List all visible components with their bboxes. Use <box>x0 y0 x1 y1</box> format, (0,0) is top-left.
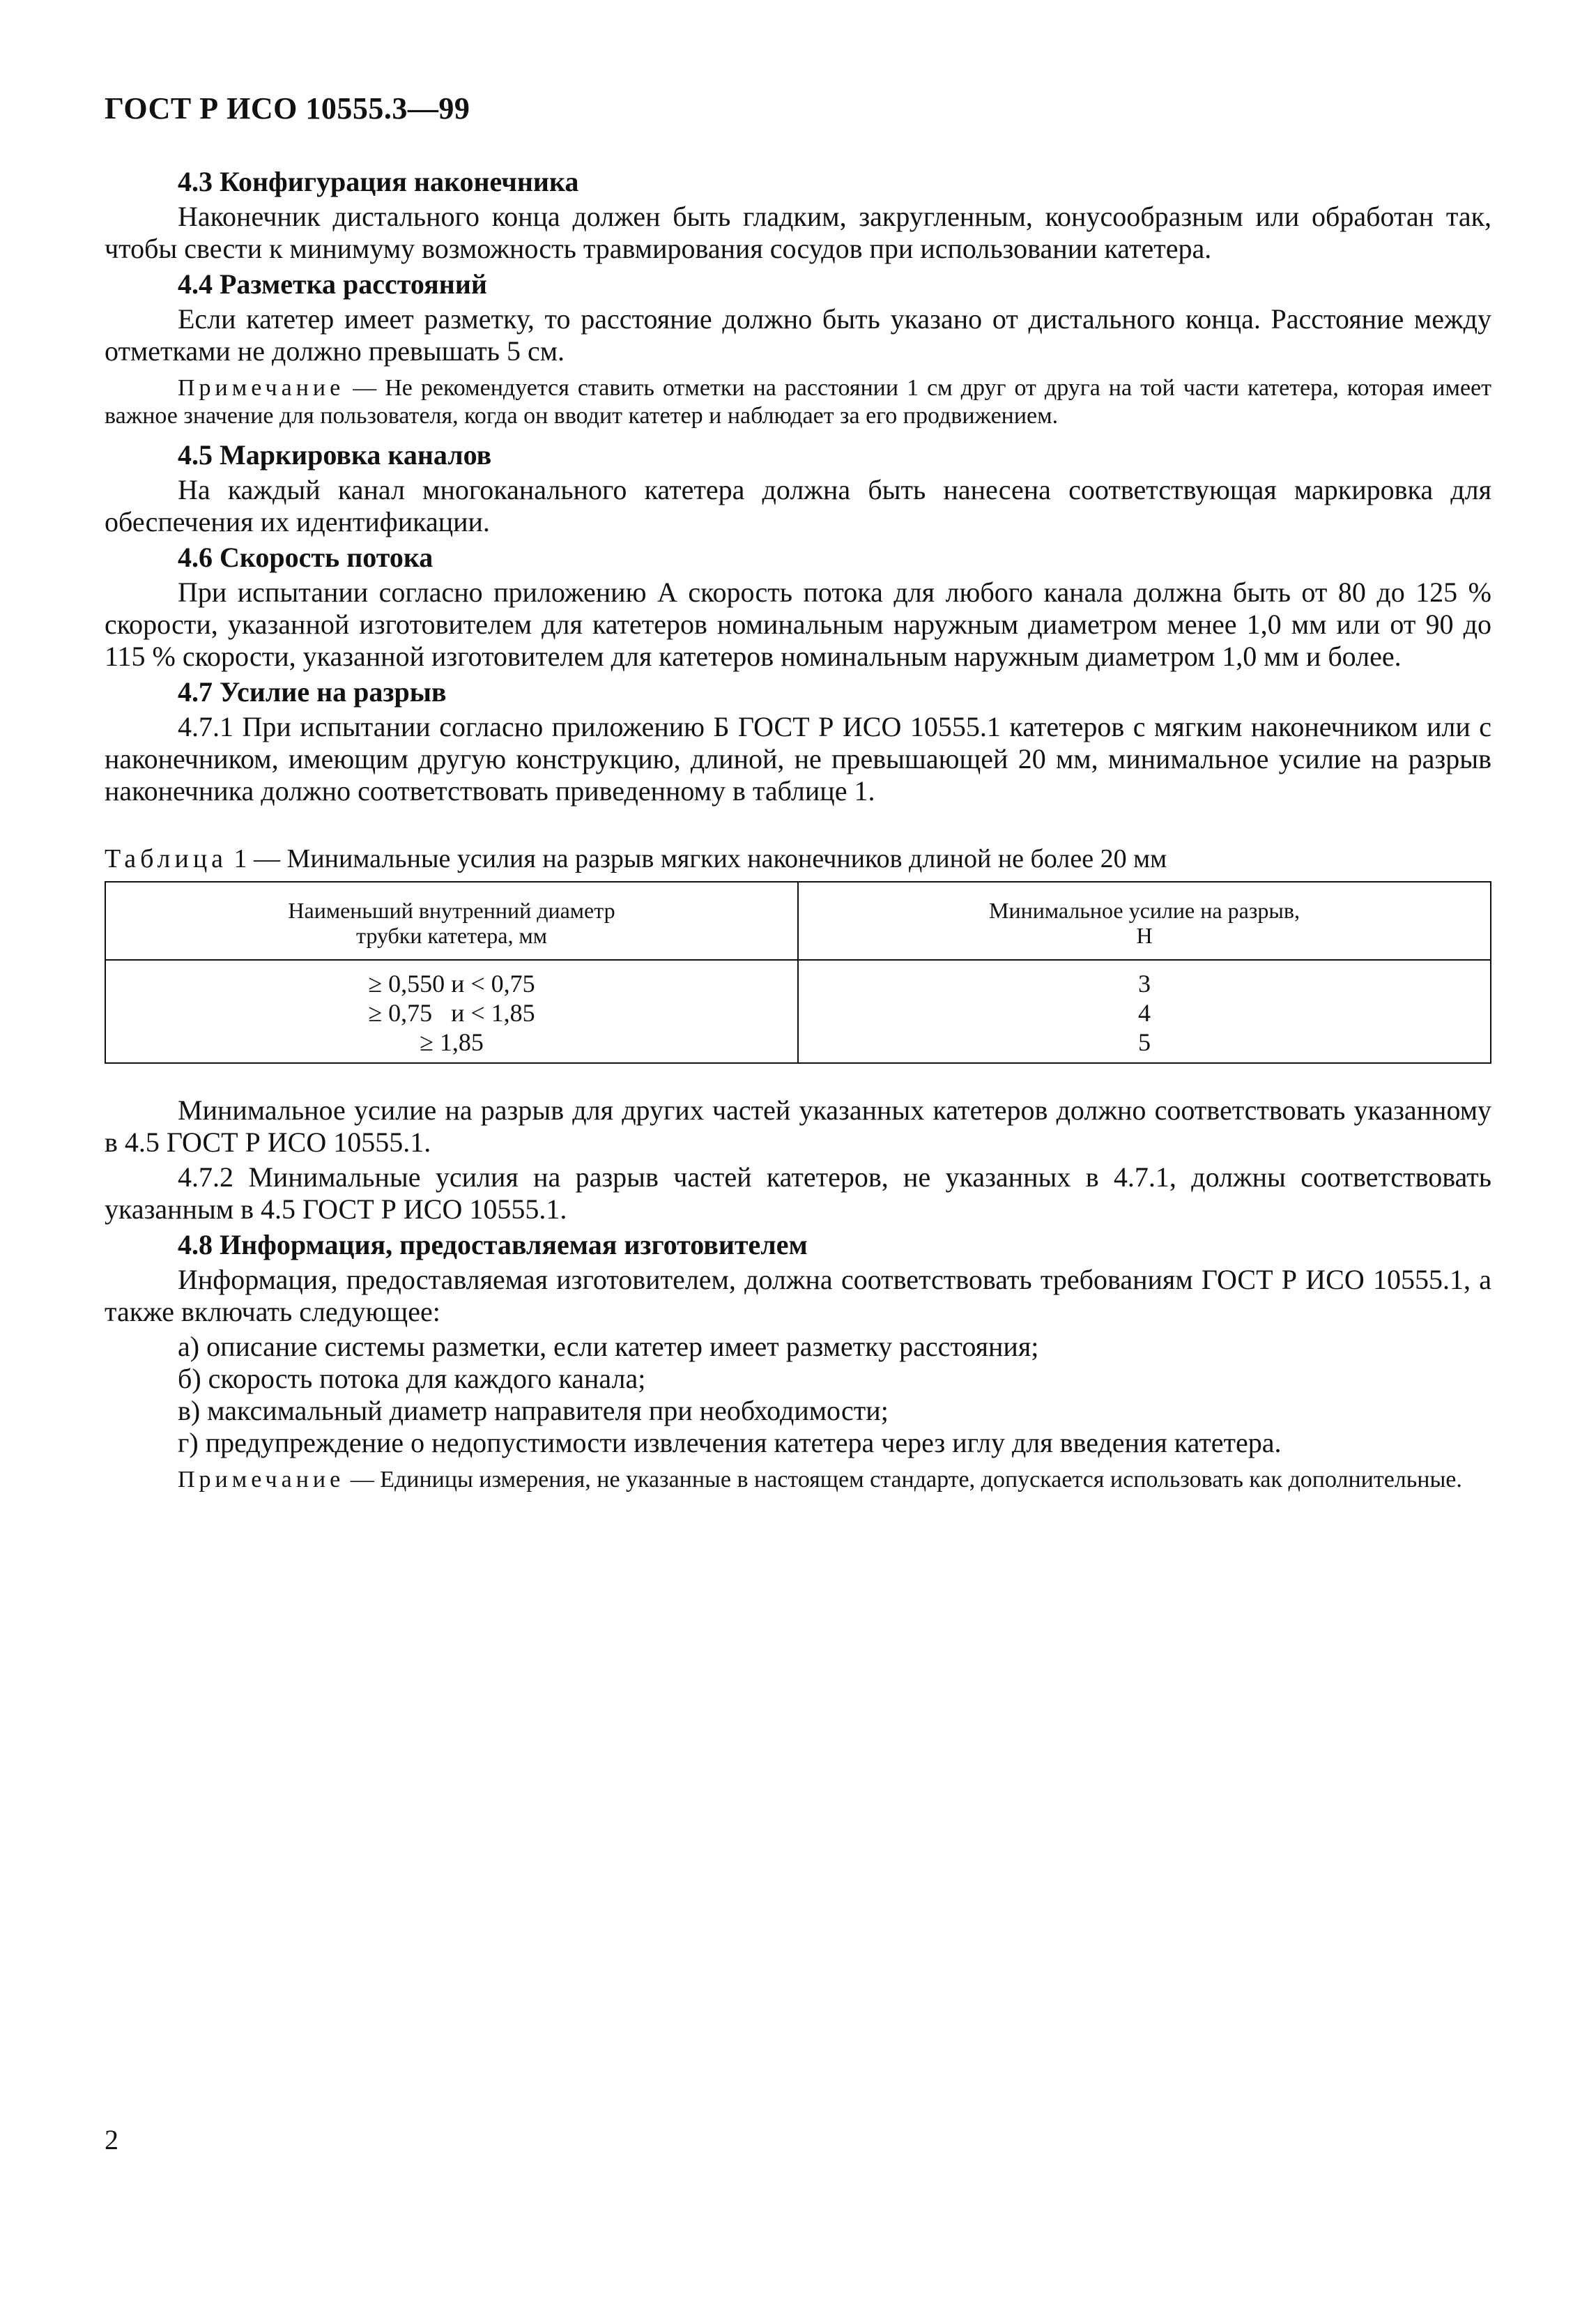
table-caption-text: 1 — Минимальные усилия на разрыв мягких наконечников длиной не более 20 мм <box>227 844 1167 873</box>
note-text: — Не рекомендуется ставить отметки на расстоянии 1 см друг от друга на той части катетера, которая имеет важное значение для пользователя, когда он вводит катетер и наблюдает за его продвижением. <box>105 375 1491 429</box>
table-cell-force: 4 <box>798 998 1491 1028</box>
section-4-5-title: 4.5 Маркировка каналов <box>178 439 492 471</box>
section-4-8-title: 4.8 Информация, предоставляемая изготовителем <box>178 1229 808 1260</box>
section-4-6-text: При испытании согласно приложению А скорость потока для любого канала должна быть от 80 до 125 % скорости, указанной изготовителем для катетеров номинальным наружным диаметром менее 1,0 мм или от 90 до 115 % скорости, указанной изготовителем для катетеров номинальным наружным диаметром 1,0 мм и более. <box>105 576 1491 672</box>
list-item: а) описание системы разметки, если катетер имеет разметку расстояния; <box>178 1331 1039 1362</box>
header-line: трубки катетера, мм <box>356 923 547 948</box>
header-line: Н <box>1136 923 1153 948</box>
table-cell-diameter: ≥ 0,550 и < 0,75 <box>105 960 798 998</box>
list-item: б) скорость потока для каждого канала; <box>178 1363 646 1394</box>
table-row <box>105 960 1491 998</box>
table-header-force <box>798 882 1491 960</box>
page-number: 2 <box>105 2124 118 2155</box>
table-caption-label: Таблица <box>105 844 228 873</box>
list-item: в) максимальный диаметр направителя при необходимости; <box>178 1395 889 1426</box>
section-4-7-2-text: 4.7.2 Минимальные усилия на разрыв частей катетеров, не указанных в 4.7.1, должны соответствовать указанным в 4.5 ГОСТ Р ИСО 10555.1. <box>105 1161 1491 1225</box>
table-cell-diameter: ≥ 1,85 <box>105 1028 798 1063</box>
table-header-row <box>105 882 1491 960</box>
section-4-7-1-text: 4.7.1 При испытании согласно приложению Б ГОСТ Р ИСО 10555.1 катетеров с мягким наконечником или с наконечником, имеющим другую конструкцию, длиной, не превышающей 20 мм, минимальное усилие на разрыв наконечника должно соответствовать приведенному в таблице 1. <box>105 711 1491 807</box>
header-line: Минимальное усилие на разрыв, <box>988 898 1300 923</box>
section-4-3-text: Наконечник дистального конца должен быть гладким, закругленным, конусообразным или обработан так, чтобы свести к минимуму возможность травмирования сосудов при использовании катетера. <box>105 201 1491 264</box>
section-4-7-1-continued: Минимальное усилие на разрыв для других частей указанных катетеров должно соответствовать указанному в 4.5 ГОСТ Р ИСО 10555.1. <box>105 1094 1491 1158</box>
table-row <box>105 998 1491 1028</box>
table-1 <box>105 881 1491 1064</box>
section-4-4-title: 4.4 Разметка расстояний <box>178 268 487 300</box>
table-cell-force: 3 <box>798 960 1491 998</box>
section-4-6-title: 4.6 Скорость потока <box>178 542 433 573</box>
table-row <box>105 1028 1491 1063</box>
note-label: Примечание <box>178 375 345 401</box>
table-caption <box>105 843 1491 874</box>
section-4-3-title: 4.3 Конфигурация наконечника <box>178 166 579 197</box>
section-4-8-text: Информация, предоставляемая изготовителем, должна соответствовать требованиям ГОСТ Р ИСО 10555.1, а также включать следующее: <box>105 1264 1491 1327</box>
document-page <box>105 91 1491 1502</box>
section-4-5-text: На каждый канал многоканального катетера должна быть нанесена соответствующая маркировка для обеспечения их идентификации. <box>105 474 1491 537</box>
document-code: ГОСТ Р ИСО 10555.3—99 <box>105 91 470 125</box>
section-4-4-text: Если катетер имеет разметку, то расстояние должно быть указано от дистального конца. Расстояние между отметками не должно превышать 5 см. <box>105 303 1491 367</box>
header-line: Наименьший внутренний диаметр <box>288 898 615 923</box>
table-header-diameter <box>105 882 798 960</box>
list-item: г) предупреждение о недопустимости извлечения катетера через иглу для введения катетера. <box>178 1427 1282 1458</box>
table-cell-force: 5 <box>798 1028 1491 1063</box>
note-text: — Единицы измерения, не указанные в настоящем стандарте, допускается использовать как дополнительные. <box>344 1467 1462 1492</box>
table-cell-diameter: ≥ 0,75 и < 1,85 <box>105 998 798 1028</box>
section-4-4-note <box>105 374 1491 430</box>
section-4-8-note <box>105 1466 1491 1494</box>
note-label: Примечание <box>178 1467 345 1492</box>
section-4-7-title: 4.7 Усилие на разрыв <box>178 676 447 708</box>
